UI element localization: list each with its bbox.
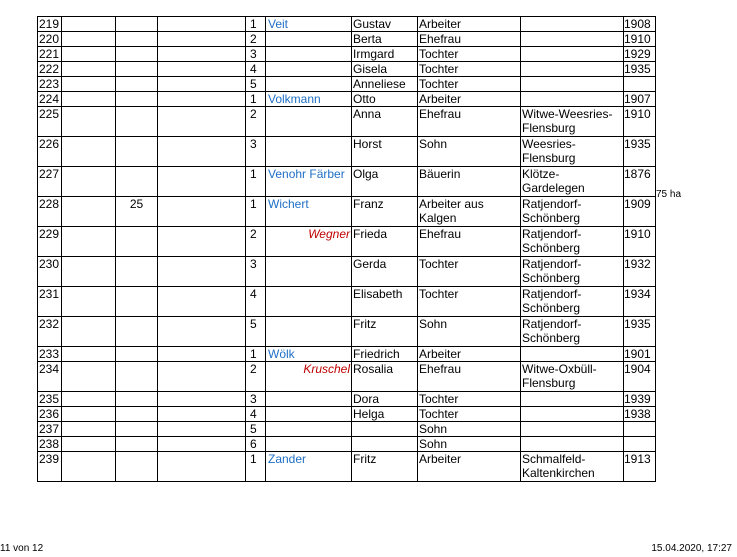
house-number-cell <box>116 257 158 287</box>
house-number-cell <box>116 77 158 92</box>
birth-year-cell: 1932 <box>624 257 656 287</box>
row-number-cell: 226 <box>38 137 62 167</box>
birth-year-cell: 1913 <box>624 452 656 482</box>
blank-cell <box>62 392 116 407</box>
position-cell: 1 <box>246 197 266 227</box>
blank-cell <box>62 257 116 287</box>
family-name-cell: Zander <box>266 452 352 482</box>
blank-cell <box>158 92 246 107</box>
position-cell: 1 <box>246 452 266 482</box>
house-number-cell <box>116 452 158 482</box>
origin-cell <box>521 392 624 407</box>
row-number-cell: 232 <box>38 317 62 347</box>
table-row <box>38 407 656 422</box>
blank-cell <box>62 32 116 47</box>
position-cell: 2 <box>246 362 266 392</box>
table-row <box>38 17 656 32</box>
house-number-cell <box>116 62 158 77</box>
blank-cell <box>62 227 116 257</box>
birth-year-cell: 1907 <box>624 92 656 107</box>
house-number-cell: 25 <box>116 197 158 227</box>
family-name-cell <box>266 77 352 92</box>
origin-cell <box>521 437 624 452</box>
blank-cell <box>62 92 116 107</box>
position-cell: 1 <box>246 17 266 32</box>
table-row <box>38 32 656 47</box>
table-row <box>38 317 656 347</box>
role-cell: Tochter <box>418 77 521 92</box>
blank-cell <box>62 437 116 452</box>
origin-cell: Ratjendorf-Schönberg <box>521 317 624 347</box>
position-cell: 5 <box>246 317 266 347</box>
house-number-cell <box>116 407 158 422</box>
blank-cell <box>62 107 116 137</box>
first-name-cell <box>352 422 418 437</box>
birth-year-cell: 1935 <box>624 62 656 77</box>
house-number-cell <box>116 392 158 407</box>
first-name-cell: Berta <box>352 32 418 47</box>
family-name-cell <box>266 137 352 167</box>
register-rows <box>38 17 656 482</box>
row-number-cell: 230 <box>38 257 62 287</box>
table-row <box>38 197 656 227</box>
birth-year-cell: 1909 <box>624 197 656 227</box>
birth-year-cell: 1935 <box>624 317 656 347</box>
position-cell: 1 <box>246 92 266 107</box>
family-name-cell <box>266 362 352 392</box>
first-name-cell: Irmgard <box>352 47 418 62</box>
house-number-cell <box>116 107 158 137</box>
origin-cell: Witwe-Oxbüll-Flensburg <box>521 362 624 392</box>
family-name-cell <box>266 392 352 407</box>
first-name-cell: Frieda <box>352 227 418 257</box>
row-number-cell: 221 <box>38 47 62 62</box>
house-number-cell <box>116 137 158 167</box>
birth-year-cell: 1901 <box>624 347 656 362</box>
blank-cell <box>62 167 116 197</box>
blank-cell <box>158 437 246 452</box>
blank-cell <box>158 257 246 287</box>
origin-cell: Witwe-Weesries-Flensburg <box>521 107 624 137</box>
origin-cell: Ratjendorf-Schönberg <box>521 287 624 317</box>
family-name-cell <box>266 422 352 437</box>
position-cell: 4 <box>246 407 266 422</box>
origin-cell <box>521 32 624 47</box>
blank-cell <box>158 452 246 482</box>
first-name-cell: Friedrich <box>352 347 418 362</box>
table-row <box>38 77 656 92</box>
row-number-cell: 234 <box>38 362 62 392</box>
first-name-cell: Rosalia <box>352 362 418 392</box>
birth-year-cell: 1939 <box>624 392 656 407</box>
family-name-cell: Volkmann <box>266 92 352 107</box>
table-row <box>38 392 656 407</box>
birth-year-cell: 1938 <box>624 407 656 422</box>
blank-cell <box>158 197 246 227</box>
first-name-cell: Gisela <box>352 62 418 77</box>
role-cell: Ehefrau <box>418 32 521 47</box>
blank-cell <box>158 317 246 347</box>
birth-year-cell: 1935 <box>624 137 656 167</box>
table-row <box>38 347 656 362</box>
table-row <box>38 62 656 77</box>
house-number-cell <box>116 287 158 317</box>
family-name-cell: Wölk <box>266 347 352 362</box>
position-cell: 2 <box>246 227 266 257</box>
role-cell: Ehefrau <box>418 362 521 392</box>
table-row <box>38 452 656 482</box>
first-name-cell: Olga <box>352 167 418 197</box>
row-number-cell: 238 <box>38 437 62 452</box>
role-cell: Ehefrau <box>418 107 521 137</box>
position-cell: 3 <box>246 392 266 407</box>
blank-cell <box>158 77 246 92</box>
blank-cell <box>158 422 246 437</box>
blank-cell <box>62 347 116 362</box>
first-name-cell: Elisabeth <box>352 287 418 317</box>
blank-cell <box>158 47 246 62</box>
first-name-cell: Horst <box>352 137 418 167</box>
family-name-cell: Venohr Färber <box>266 167 352 197</box>
table-row <box>38 137 656 167</box>
table-row <box>38 107 656 137</box>
row-number-cell: 222 <box>38 62 62 77</box>
family-name-cell <box>266 257 352 287</box>
blank-cell <box>62 137 116 167</box>
house-number-cell <box>116 32 158 47</box>
origin-cell <box>521 92 624 107</box>
row-number-cell: 228 <box>38 197 62 227</box>
role-cell: Sohn <box>418 422 521 437</box>
birth-year-cell <box>624 437 656 452</box>
blank-cell <box>158 17 246 32</box>
origin-cell: Ratjendorf-Schönberg <box>521 197 624 227</box>
origin-cell: Weesries-Flensburg <box>521 137 624 167</box>
blank-cell <box>62 197 116 227</box>
blank-cell <box>62 17 116 32</box>
blank-cell <box>158 392 246 407</box>
row-number-cell: 224 <box>38 92 62 107</box>
family-name-cell <box>266 407 352 422</box>
first-name-cell: Fritz <box>352 452 418 482</box>
family-name-cell <box>266 47 352 62</box>
birth-year-cell: 1934 <box>624 287 656 317</box>
table-row <box>38 422 656 437</box>
first-name-cell: Gustav <box>352 17 418 32</box>
first-name-cell: Anneliese <box>352 77 418 92</box>
blank-cell <box>158 227 246 257</box>
blank-cell <box>158 347 246 362</box>
role-cell: Sohn <box>418 437 521 452</box>
role-cell: Sohn <box>418 137 521 167</box>
blank-cell <box>62 362 116 392</box>
position-cell: 2 <box>246 32 266 47</box>
role-cell: Tochter <box>418 47 521 62</box>
role-cell: Bäuerin <box>418 167 521 197</box>
table-row <box>38 167 656 197</box>
blank-cell <box>62 62 116 77</box>
maiden-name: Kruschel <box>303 362 350 376</box>
birth-year-cell: 1910 <box>624 107 656 137</box>
position-cell: 3 <box>246 257 266 287</box>
house-number-cell <box>116 47 158 62</box>
position-cell: 2 <box>246 107 266 137</box>
role-cell: Sohn <box>418 317 521 347</box>
family-name-cell <box>266 437 352 452</box>
role-cell: Arbeiter <box>418 92 521 107</box>
role-cell: Arbeiter <box>418 452 521 482</box>
position-cell: 3 <box>246 47 266 62</box>
blank-cell <box>158 287 246 317</box>
table-row <box>38 227 656 257</box>
role-cell: Tochter <box>418 407 521 422</box>
position-cell: 1 <box>246 167 266 197</box>
table-row <box>38 47 656 62</box>
origin-cell <box>521 17 624 32</box>
family-name-cell <box>266 287 352 317</box>
table-row <box>38 257 656 287</box>
house-number-cell <box>116 17 158 32</box>
row-number-cell: 236 <box>38 407 62 422</box>
family-name-cell <box>266 227 352 257</box>
blank-cell <box>158 407 246 422</box>
area-note: 75 ha <box>656 189 682 200</box>
blank-cell <box>62 452 116 482</box>
blank-cell <box>158 137 246 167</box>
blank-cell <box>62 407 116 422</box>
page-counter: 11 von 12 <box>0 543 44 554</box>
position-cell: 6 <box>246 437 266 452</box>
house-number-cell <box>116 92 158 107</box>
birth-year-cell: 1904 <box>624 362 656 392</box>
birth-year-cell: 1910 <box>624 32 656 47</box>
table-row <box>38 362 656 392</box>
position-cell: 5 <box>246 77 266 92</box>
first-name-cell: Anna <box>352 107 418 137</box>
first-name-cell <box>352 437 418 452</box>
role-cell: Arbeiter aus Kalgen <box>418 197 521 227</box>
first-name-cell: Fritz <box>352 317 418 347</box>
origin-cell: Klötze-Gardelegen <box>521 167 624 197</box>
row-number-cell: 219 <box>38 17 62 32</box>
family-name-cell <box>266 317 352 347</box>
row-number-cell: 233 <box>38 347 62 362</box>
register-table <box>37 16 656 482</box>
row-number-cell: 237 <box>38 422 62 437</box>
origin-cell <box>521 347 624 362</box>
family-name-cell <box>266 32 352 47</box>
role-cell: Ehefrau <box>418 227 521 257</box>
origin-cell: Ratjendorf-Schönberg <box>521 227 624 257</box>
house-number-cell <box>116 422 158 437</box>
table-row <box>38 287 656 317</box>
first-name-cell: Franz <box>352 197 418 227</box>
table-row <box>38 437 656 452</box>
blank-cell <box>62 47 116 62</box>
role-cell: Tochter <box>418 257 521 287</box>
role-cell: Tochter <box>418 62 521 77</box>
house-number-cell <box>116 362 158 392</box>
origin-cell <box>521 47 624 62</box>
position-cell: 4 <box>246 62 266 77</box>
origin-cell <box>521 422 624 437</box>
role-cell: Arbeiter <box>418 17 521 32</box>
first-name-cell: Dora <box>352 392 418 407</box>
blank-cell <box>158 32 246 47</box>
role-cell: Tochter <box>418 392 521 407</box>
position-cell: 4 <box>246 287 266 317</box>
birth-year-cell: 1908 <box>624 17 656 32</box>
origin-cell: Schmalfeld-Kaltenkirchen <box>521 452 624 482</box>
first-name-cell: Gerda <box>352 257 418 287</box>
house-number-cell <box>116 347 158 362</box>
family-name-cell <box>266 107 352 137</box>
house-number-cell <box>116 437 158 452</box>
first-name-cell: Otto <box>352 92 418 107</box>
row-number-cell: 220 <box>38 32 62 47</box>
position-cell: 3 <box>246 137 266 167</box>
origin-cell <box>521 62 624 77</box>
birth-year-cell <box>624 77 656 92</box>
house-number-cell <box>116 227 158 257</box>
blank-cell <box>62 287 116 317</box>
blank-cell <box>62 422 116 437</box>
origin-cell <box>521 77 624 92</box>
family-name-cell <box>266 62 352 77</box>
birth-year-cell <box>624 422 656 437</box>
row-number-cell: 235 <box>38 392 62 407</box>
origin-cell: Ratjendorf-Schönberg <box>521 257 624 287</box>
birth-year-cell: 1910 <box>624 227 656 257</box>
row-number-cell: 223 <box>38 77 62 92</box>
row-number-cell: 229 <box>38 227 62 257</box>
row-number-cell: 231 <box>38 287 62 317</box>
house-number-cell <box>116 317 158 347</box>
origin-cell <box>521 407 624 422</box>
blank-cell <box>62 77 116 92</box>
row-number-cell: 227 <box>38 167 62 197</box>
position-cell: 5 <box>246 422 266 437</box>
maiden-name: Wegner <box>308 227 350 241</box>
role-cell: Tochter <box>418 287 521 317</box>
birth-year-cell: 1929 <box>624 47 656 62</box>
position-cell: 1 <box>246 347 266 362</box>
print-timestamp: 15.04.2020, 17:27 <box>651 543 732 554</box>
row-number-cell: 225 <box>38 107 62 137</box>
row-number-cell: 239 <box>38 452 62 482</box>
house-number-cell <box>116 167 158 197</box>
blank-cell <box>62 317 116 347</box>
family-name-cell: Wichert <box>266 197 352 227</box>
blank-cell <box>158 362 246 392</box>
blank-cell <box>158 62 246 77</box>
family-name-cell: Veit <box>266 17 352 32</box>
birth-year-cell: 1876 <box>624 167 656 197</box>
first-name-cell: Helga <box>352 407 418 422</box>
table-row <box>38 92 656 107</box>
blank-cell <box>158 167 246 197</box>
blank-cell <box>158 107 246 137</box>
role-cell: Arbeiter <box>418 347 521 362</box>
